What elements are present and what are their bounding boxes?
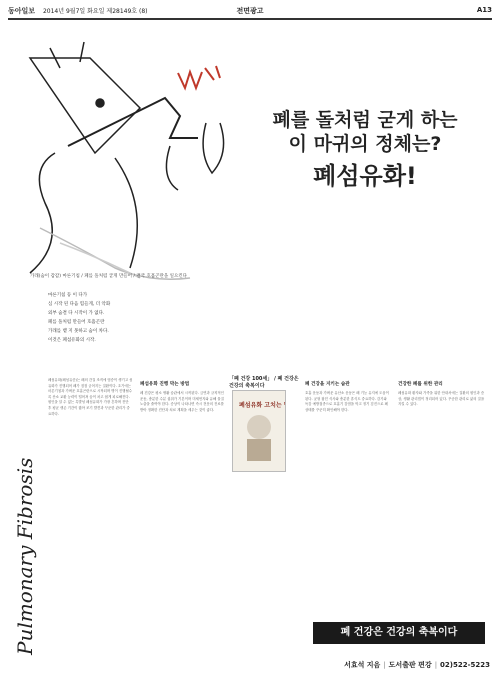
text-column-1 [48,378,133,613]
intro-line: 마른기침 등 이 다가 [48,293,88,298]
book-title: 폐섬유화 고치는 법 [239,402,285,409]
column-subhead: 건강한 폐를 위한 관리 [398,382,443,387]
issue-date: 2014년 9월7일 화요일 [42,8,105,15]
sound-effect-icon [178,72,202,88]
publisher-author: 서효석 지음 [344,661,381,669]
text-column-4 [398,378,486,608]
column-subhead: 폐섬유화 진행 막는 방법 [140,382,190,387]
page-number: A13 [476,6,492,14]
book-cover-icon [233,391,285,471]
reaper-arm-icon [68,98,198,146]
text-column-3 [305,378,390,608]
vertical-title-text: Pulmonary Fibrosis [13,457,37,655]
masthead-rule [8,18,492,20]
section-title: 전면광고 [236,7,264,15]
intro-line: 가래를 뱉 지 못하고 숨이 차다. [48,329,109,334]
column-body: 폐 건강은 평소 생활 습관에서 시작된다. 금연과 규칙적인 운동, 충분한 수분 섭취가 기본이며 미세먼지와 유해 물질 노출을 줄여야 한다. 증상이 나타나면 즉시 전문의 진료를 받아 정확한 진단과 치료 계획을 세우는 것이 좋다. [140,391,224,412]
slogan-banner: 폐 건강은 건강의 축복이다 [313,622,485,644]
grim-reaper-illustration [20,28,240,288]
headline-line-3: 폐섬유화! [313,162,417,190]
intro-line: 외부 숨결 다 시작이 가 없다. [48,311,105,316]
intro-line: 심 시작 된 다음 힘들게, 더 악화 [48,302,111,307]
illustration-caption: 가래(숨이 갑갑) 마른기침 / 폐를 돌처럼 굳게 만들어 / 결국 호흡곤란을 일으킨다 [30,274,188,279]
intro-line: 폐를 돌처럼 만들어 호흡곤란 [48,320,105,325]
intro-block [48,292,148,346]
headline [245,108,485,192]
publisher-name: 도서출판 편강 [388,661,432,669]
book-cover-image [232,390,286,472]
headline-line-1: 폐를 돌처럼 굳게 하는 [272,109,458,131]
text-column-2 [140,378,225,623]
paper-name: 동아일보 [8,7,36,15]
column-body: 폐섬유화(폐섬유증)는 폐의 간질 조직에 염증이 생기고 섬유화가 진행되어 폐가 점점 굳어지는 질환이다. 초기에는 마른기침과 가벼운 호흡곤란으로 시작되며 병이 진행될수록 산소 교환 능력이 떨어져 숨이 차고 쉽게 피로해진다. 원인을 알 수 없는 특발성 폐섬유화가 가장 흔하며 진단 후 평균 생존 기간이 짧아 조기 발견과 꾸준한 관리가 중요하다. [48,378,133,416]
book-caption: 「폐 건강 100세」 / 폐 건강은 건강의 축복이다 [229,376,299,389]
headline-line-2: 이 마귀의 정체는? [288,133,442,155]
lungs-left-icon [166,146,178,190]
lungs-right-icon [203,123,223,173]
reaper-eye-icon [96,99,104,107]
vertical-title [4,420,44,660]
reaper-hood-icon [30,58,140,153]
column-body: 폐섬유화 환자와 가족을 위한 안내서에는 질환의 원인과 증상, 생활 관리법이 정리되어 있다. 꾸준한 관리로 삶의 질을 지킬 수 있다. [398,391,485,407]
publisher-footer: 서효석 지음 | 도서출판 편강 | 02)522-5223 [344,661,490,669]
intro-line: 이것은 폐섬유화의 시작. [48,338,96,343]
reaper-horns-icon [50,42,84,68]
publisher-phone: 02)522-5223 [440,661,490,669]
column-body: 호흡 운동과 가벼운 유산소 운동은 폐 기능 유지에 도움이 된다. 균형 잡힌 식사와 충분한 휴식도 중요하다. 감기와 독감 예방접종으로 호흡기 감염을 막고 정기 검진으로 폐 상태를 꾸준히 확인해야 한다. [305,391,389,412]
column-subhead: 폐 건강을 지키는 습관 [305,382,350,387]
reaper-cloak-icon [30,153,55,273]
issue-number: 제28149호 (8) [106,8,148,15]
